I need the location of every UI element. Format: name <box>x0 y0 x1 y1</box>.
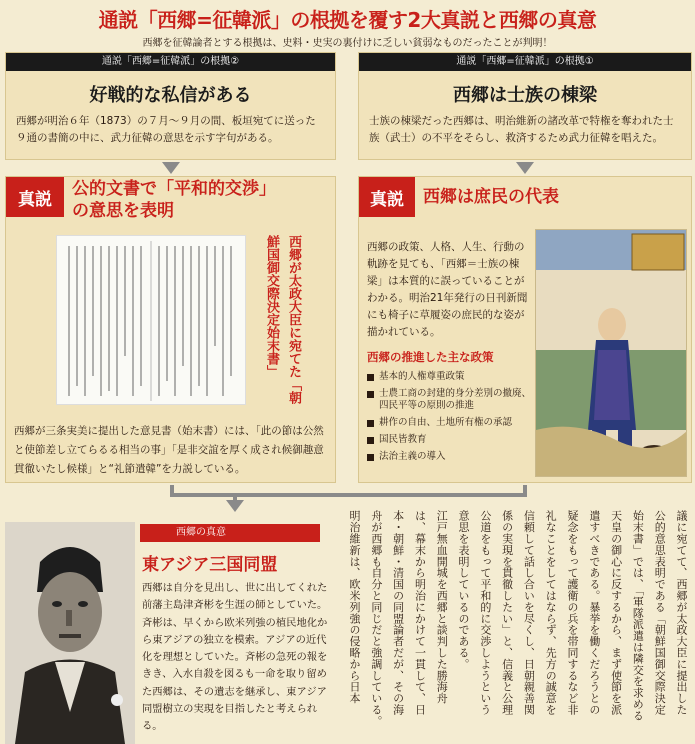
list-item: 法治主義の導入 <box>367 451 532 463</box>
woodblock-print-image <box>535 229 687 477</box>
panel-body: 西郷が三条実美に提出した意見書（始末書）には、「此の節は公然と使節差し立てらるる相当の事」「是非交誼を厚く成され候御趣意貫徹いたし候様」と“礼節遣韓”を力説している。 <box>14 425 324 475</box>
bullet-icon <box>367 374 374 381</box>
policy-list <box>367 371 532 468</box>
arrow-down-icon <box>516 162 534 174</box>
text-column: 意思を表明しているのである。 <box>457 510 471 670</box>
bullet-icon <box>367 391 374 398</box>
panel-heading-line2: の意思を表明 <box>72 201 174 221</box>
panel-header: 通説「西郷=征韓派」の根拠① <box>359 53 691 71</box>
list-item: 士農工商の封建的身分差別の撤廃、四民平等の原則の推進 <box>367 388 532 412</box>
text-column: 信頼して話し合いを尽くし、日朝親善関 <box>522 510 536 716</box>
text-column: 江戸無血開城を西郷と談判した勝海舟 <box>435 510 449 704</box>
panel-right-mid <box>358 176 692 483</box>
section-heading: 東アジア三国同盟 <box>142 555 278 575</box>
portrait-photo <box>5 522 135 744</box>
text-column: 議に宛てて、西郷が太政大臣に提出した <box>675 510 688 716</box>
bullet-icon <box>367 437 374 444</box>
section-header: 西郷の真意 <box>140 524 320 542</box>
panel-heading: 西郷は士族の棟梁 <box>453 85 597 106</box>
document-lines-icon <box>57 236 247 406</box>
portrait-icon <box>5 522 135 744</box>
true-theory-tag: 真説 <box>359 177 415 217</box>
connector-line <box>170 493 527 497</box>
panel-header: 通説「西郷=征韓派」の根拠② <box>6 53 335 71</box>
panel-right-top <box>358 52 692 160</box>
list-item: 国民皆教育 <box>367 434 532 446</box>
section-body: 西郷は自分を見出し、世に出してくれた前藩主島津斉彬を生涯の師としていた。斉彬は、早くから欧米列強の植民地化から東アジアの独立を模索。アジアの近代化を理想としていた。斉彬の急死の報をきき、入水自殺を図るも一命を取り留めた西郷は、その遺志を継承し、東アジア同盟樹立の実現を目指したと考えられる。 <box>142 582 328 733</box>
true-theory-tag: 真説 <box>6 177 64 217</box>
panel-left-mid <box>5 176 336 483</box>
document-caption: 西郷が太政大臣に宛てた「朝鮮国御交際決定始末書」 <box>264 235 301 404</box>
page-title: 通説「西郷=征韓派」の根拠を覆す2大真説と西郷の真意 <box>98 8 597 32</box>
text-column: 本・朝鮮・清国の同盟論者だが、その海 <box>391 510 405 716</box>
true-intent-section <box>140 524 335 744</box>
text-column: 明治維新は、欧米列強の侵略から日本 <box>348 510 362 704</box>
text-column: 天皇の御心に反するから、まず使節を派 <box>609 510 623 716</box>
text-column: は、幕末から明治にかけて一貫して、日 <box>413 510 427 716</box>
text-column: 始末書」では、「軍隊派遣は隣交を求める <box>631 510 645 722</box>
panel-body: 西郷が明治６年（1873）の７月～９月の間、板垣宛てに送った９通の書簡の中に、武力征韓の意思を示す字句がある。 <box>16 115 316 144</box>
saigo-portrait-icon <box>536 230 687 477</box>
text-column: 係の実現を貫徹したい」と、信義と公理 <box>500 510 514 716</box>
text-column: 公道をもって平和的に交渉しようという <box>478 510 492 716</box>
text-column: 疑念をもって護衛の兵を帯同するなど非 <box>566 510 580 716</box>
vertical-text-block <box>342 510 692 742</box>
text-column: 舟が西郷も自分と同じだと強調している。 <box>369 510 383 727</box>
list-item: 耕作の自由、土地所有権の承認 <box>367 417 532 429</box>
panel-left-top <box>5 52 336 160</box>
text-column: 公的意思表明である「朝鮮国御交際決定 <box>653 510 667 716</box>
panel-body: 士族の棟梁だった西郷は、明治維新の諸改革で特権を奪われた士族（武士）の不平をそらし、救済するため武力征韓を唱えた。 <box>369 115 674 144</box>
policy-title: 西郷の推進した主な政策 <box>367 350 494 364</box>
list-item: 基本的人権尊重政策 <box>367 371 532 383</box>
document-image <box>56 235 246 405</box>
bullet-icon <box>367 420 374 427</box>
text-column: 遣すべきである。暴挙を働くだろうとの <box>587 510 601 716</box>
bullet-icon <box>367 454 374 461</box>
page-subtitle: 西郷を征韓論者とする根拠は、史料・史実の裏付けに乏しい貧弱なものだったことが判明！ <box>142 38 553 49</box>
panel-heading-line1: 公的文書で「平和的交渉」 <box>72 179 276 199</box>
panel-heading: 西郷は庶民の代表 <box>423 187 559 207</box>
arrow-down-icon <box>162 162 180 174</box>
text-column: 礼なことをしてはならず、先方の誠意を <box>544 510 558 716</box>
panel-heading: 好戦的な私信がある <box>89 85 252 106</box>
arrow-down-icon <box>226 500 244 512</box>
panel-body: 西郷の政策、人格、人生、行動の軌跡を見ても、「西郷＝士族の棟梁」は本質的に誤っていることがわかる。明治21年発行の日刊新聞にも椅子に草履姿の庶民的な姿が描かれている。 <box>367 241 528 338</box>
